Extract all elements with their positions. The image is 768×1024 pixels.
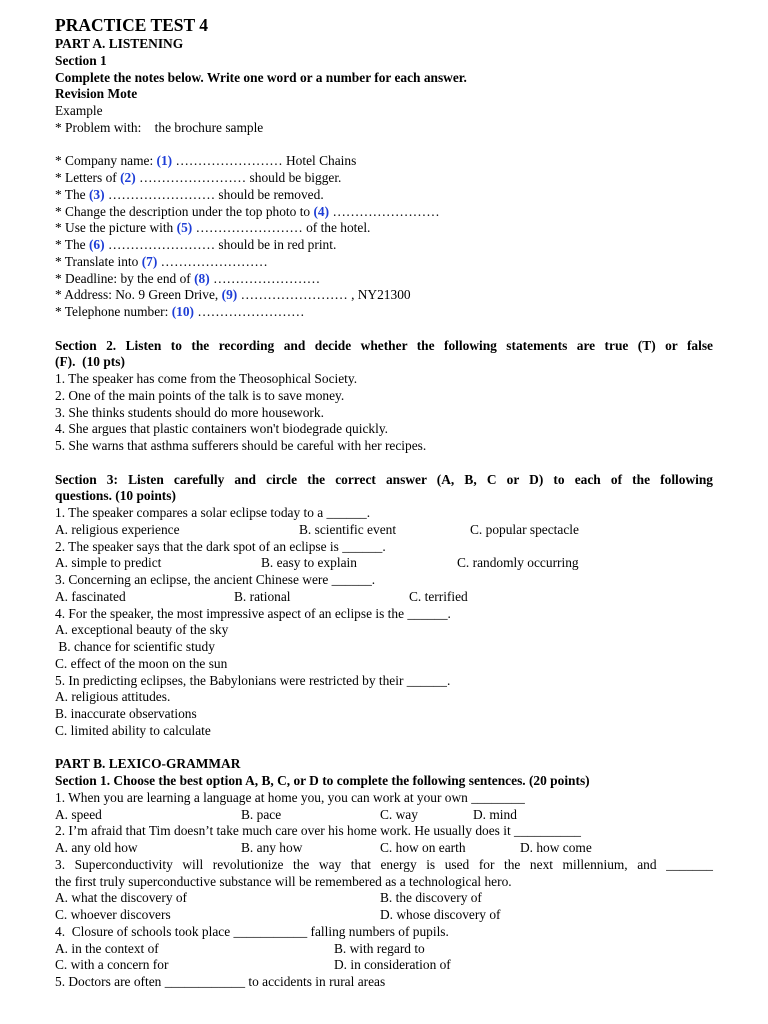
option-b[interactable]: B. the discovery of — [380, 890, 482, 906]
example-line: * Problem with: the brochure sample — [55, 119, 264, 135]
answer-number: (4) — [313, 203, 330, 219]
answer-number: (9) — [221, 287, 238, 303]
option-d[interactable]: D. whose discovery of — [380, 907, 501, 922]
note-suffix: should be in red print. — [215, 237, 337, 252]
spacer — [55, 740, 713, 757]
answer-blank[interactable]: …………………… — [107, 237, 216, 252]
question-5: 5. In predicting eclipses, the Babylonians were restricted by their ______. — [55, 672, 451, 688]
answer-number: (7) — [141, 253, 158, 269]
section-1-heading: Section 1 — [55, 52, 107, 68]
answer-number: (5) — [176, 220, 193, 236]
option-c[interactable]: C. terrified — [409, 588, 468, 604]
option-c[interactable]: C. effect of the moon on the sun — [55, 655, 228, 671]
note-item — [55, 254, 713, 271]
grammar-question-4-options-row-1 — [55, 941, 713, 958]
notes-title: Revision Mote — [55, 86, 138, 102]
option-a[interactable]: A. what the discovery of — [55, 890, 188, 906]
note-label: * The — [55, 237, 89, 252]
option-b[interactable]: B. inaccurate observations — [55, 706, 197, 721]
option-c[interactable]: C. popular spectacle — [470, 521, 579, 537]
note-item — [55, 287, 713, 304]
option-d[interactable]: D. how come — [520, 840, 592, 855]
option-a[interactable]: A. simple to predict — [55, 555, 162, 571]
question-3-options — [55, 589, 713, 606]
note-label: * Use the picture with — [55, 220, 177, 236]
note-item — [55, 304, 713, 321]
answer-blank[interactable]: …………………… — [195, 220, 303, 236]
option-c[interactable]: C. way — [380, 806, 418, 822]
grammar-question-1: 1. When you are learning a language at home you, you can work at your own ________ — [55, 789, 525, 805]
answer-blank[interactable]: …………………… — [139, 170, 247, 185]
section-1-instruction: Complete the notes below. Write one word or a number for each answer. — [55, 69, 467, 85]
option-a[interactable]: A. in the context of — [55, 940, 159, 956]
answer-blank[interactable]: …………………… — [160, 253, 268, 269]
note-label: * Deadline: by the end of — [55, 270, 195, 286]
section-1-notes-list — [55, 153, 713, 321]
answer-blank[interactable]: …………………… — [332, 203, 440, 219]
note-item — [55, 271, 713, 288]
example-label: Example — [55, 103, 103, 118]
option-b[interactable]: B. chance for scientific study — [55, 639, 215, 654]
answer-number: (8) — [194, 270, 210, 286]
question-1-options — [55, 522, 713, 539]
question-1: 1. The speaker compares a solar eclipse today to a ______. — [55, 505, 371, 520]
part-a-heading: PART A. LISTENING — [55, 36, 184, 51]
statement-2: 2. One of the main points of the talk is to save money. — [55, 387, 345, 403]
section-3-heading-cont: questions. (10 points) — [55, 488, 176, 504]
worksheet-page — [55, 14, 713, 991]
grammar-question-4: 4. Closure of schools took place ___________ falling numbers of pupils. — [55, 923, 449, 939]
spacer — [55, 321, 713, 338]
option-b[interactable]: B. easy to explain — [261, 555, 357, 571]
option-c[interactable]: C. whoever discovers — [55, 907, 171, 922]
grammar-question-4-options-row-2 — [55, 957, 713, 974]
answer-number: (2) — [120, 170, 136, 185]
spacer — [55, 137, 713, 154]
answer-number: (3) — [88, 186, 105, 202]
answer-blank[interactable]: …………………… — [197, 304, 305, 319]
answer-blank[interactable]: …………………… — [107, 186, 216, 202]
note-label: * Translate into — [55, 253, 142, 269]
option-b[interactable]: B. any how — [241, 840, 303, 855]
note-label: * Company name: — [55, 153, 157, 169]
option-a[interactable]: A. fascinated — [55, 588, 126, 604]
option-a[interactable]: A. speed — [55, 806, 102, 822]
note-suffix: , NY21300 — [347, 287, 411, 303]
note-label: * Letters of — [55, 170, 121, 185]
option-c[interactable]: C. how on earth — [380, 840, 466, 855]
option-c[interactable]: C. randomly occurring — [457, 555, 579, 571]
note-label: * The — [55, 186, 89, 202]
note-label: * Address: No. 9 Green Drive, — [55, 287, 222, 303]
note-item — [55, 204, 713, 221]
statement-5: 5. She warns that asthma sufferers should be careful with her recipes. — [55, 438, 427, 453]
question-4: 4. For the speaker, the most impressive aspect of an eclipse is the ______. — [55, 605, 451, 621]
answer-blank[interactable]: …………………… — [240, 287, 348, 303]
note-label: * Change the description under the top photo to — [55, 203, 314, 219]
option-b[interactable]: B. with regard to — [334, 940, 425, 956]
note-item — [55, 187, 713, 204]
grammar-question-3-cont: the first truly superconductive substance will be remembered as a technological hero. — [55, 873, 512, 889]
part-b-section-1-heading: Section 1. Choose the best option A, B, C, or D to complete the following sentences. (20 points) — [55, 773, 590, 788]
section-2-heading-cont: (F). (10 pts) — [55, 354, 125, 370]
option-c[interactable]: C. with a concern for — [55, 957, 169, 973]
note-item — [55, 237, 713, 254]
statement-4: 4. She argues that plastic containers won't biodegrade quickly. — [55, 421, 388, 437]
option-a[interactable]: A. exceptional beauty of the sky — [55, 622, 229, 638]
statement-3: 3. She thinks students should do more housework. — [55, 404, 324, 420]
note-item — [55, 170, 713, 187]
note-item — [55, 220, 713, 237]
option-c[interactable]: C. limited ability to calculate — [55, 722, 211, 738]
section-3-heading: Section 3: Listen carefully and circle the correct answer (A, B, C or D) to each of the following — [55, 471, 713, 487]
grammar-question-1-options — [55, 807, 713, 824]
note-item — [55, 153, 713, 170]
spacer — [55, 455, 713, 472]
option-a[interactable]: A. religious experience — [55, 521, 180, 537]
answer-number: (1) — [156, 153, 173, 169]
option-b[interactable]: B. rational — [234, 588, 291, 604]
question-2-options — [55, 555, 713, 572]
answer-blank[interactable]: …………………… — [213, 270, 321, 286]
note-suffix: should be bigger. — [246, 170, 342, 185]
statement-1: 1. The speaker has come from the Theosophical Society. — [55, 371, 358, 386]
option-a[interactable]: A. any old how — [55, 840, 138, 855]
note-label: * Telephone number: — [55, 304, 172, 319]
option-b[interactable]: B. pace — [241, 806, 282, 822]
question-3: 3. Concerning an eclipse, the ancient Chinese were ______. — [55, 572, 376, 587]
page-title: PRACTICE TEST 4 — [55, 15, 209, 35]
part-b-heading: PART B. LEXICO-GRAMMAR — [55, 756, 241, 772]
option-d[interactable]: D. in consideration of — [334, 957, 451, 973]
note-suffix: should be removed. — [215, 186, 324, 202]
option-a[interactable]: A. religious attitudes. — [55, 689, 171, 705]
note-suffix: of the hotel. — [302, 220, 371, 236]
section-2-heading: Section 2. Listen to the recording and decide whether the following statements are true (T) or false — [55, 337, 713, 353]
grammar-question-2: 2. I’m afraid that Tim doesn’t take much care over his home work. He usually does it __________ — [55, 823, 581, 839]
grammar-question-3: 3. Superconductivity will revolutionize the way that energy is used for the next millennium, and _______ — [55, 856, 713, 872]
grammar-question-3-options-row-2 — [55, 907, 713, 924]
grammar-question-3-options-row-1 — [55, 890, 713, 907]
note-suffix: Hotel Chains — [282, 153, 357, 169]
answer-number: (6) — [88, 237, 105, 252]
grammar-question-5: 5. Doctors are often ____________ to accidents in rural areas — [55, 974, 386, 989]
option-b[interactable]: B. scientific event — [299, 521, 397, 537]
question-2: 2. The speaker says that the dark spot of an eclipse is ______. — [55, 538, 386, 554]
option-d[interactable]: D. mind — [473, 806, 517, 822]
answer-number: (10) — [171, 304, 195, 319]
answer-blank[interactable]: …………………… — [175, 153, 283, 169]
grammar-question-2-options — [55, 840, 713, 857]
